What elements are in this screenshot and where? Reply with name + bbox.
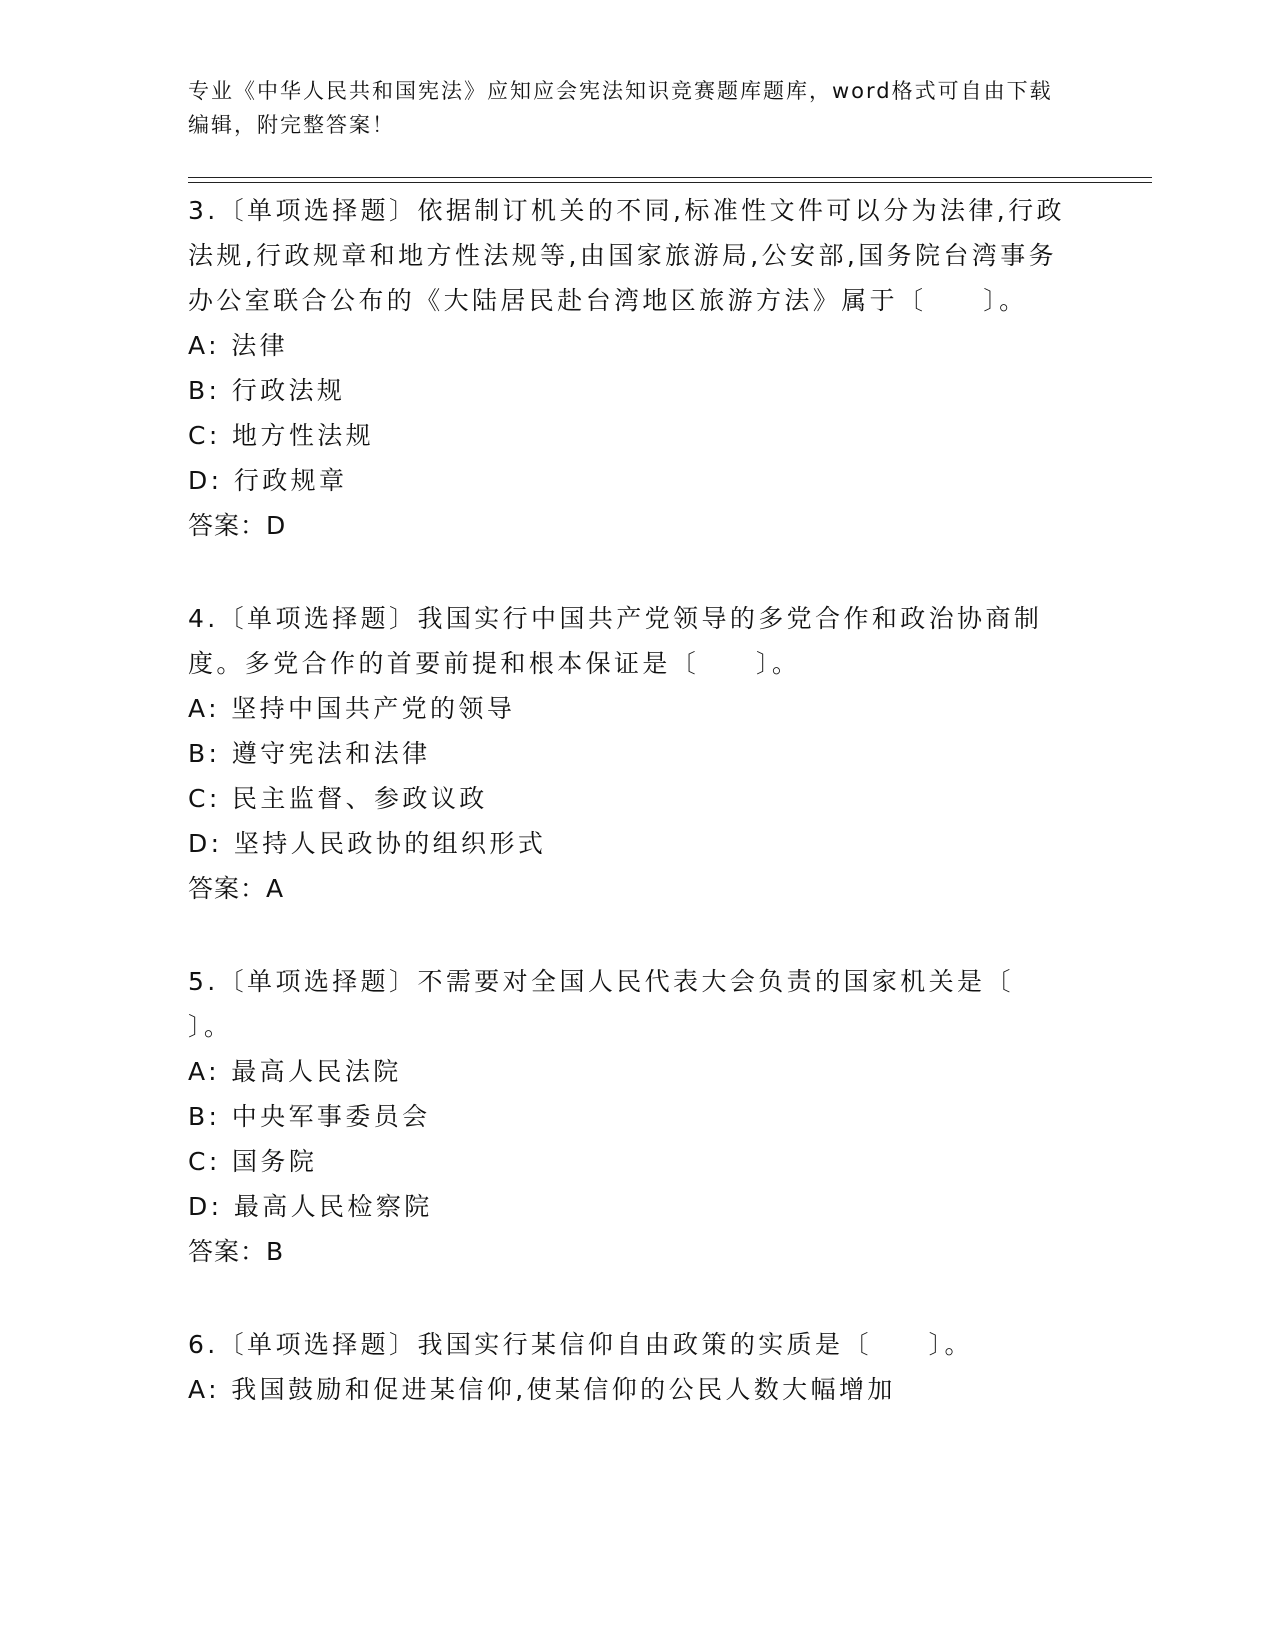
option-b: B: 遵守宪法和法律 — [188, 739, 431, 768]
option-c: C: 国务院 — [188, 1147, 318, 1176]
answer-label: 答案： — [188, 1237, 267, 1266]
question-text: 5.〔单项选择题〕不需要对全国人民代表大会负责的国家机关是〔 〕。 — [188, 967, 1071, 1041]
option-c: C: 民主监督、参政议政 — [188, 784, 488, 813]
answer-label: 答案： — [188, 874, 267, 903]
answer-value: D — [266, 511, 287, 540]
answer-label: 答案： — [188, 511, 267, 540]
answer-line — [188, 1229, 1068, 1274]
question-text: 6.〔单项选择题〕我国实行某信仰自由政策的实质是〔 〕。 — [188, 1330, 973, 1359]
option-a: A: 坚持中国共产党的领导 — [188, 694, 516, 723]
header-divider-top — [188, 177, 1152, 178]
answer-line — [188, 866, 1068, 911]
question-3 — [188, 188, 1068, 548]
question-5 — [188, 959, 1071, 1274]
answer-value: A — [266, 874, 285, 903]
option-a: A: 最高人民法院 — [188, 1057, 402, 1086]
option-a: A: 我国鼓励和促进某信仰,使某信仰的公民人数大幅增加 — [188, 1375, 896, 1404]
option-c: C: 地方性法规 — [188, 421, 375, 450]
question-6 — [188, 1322, 1068, 1412]
answer-value: B — [266, 1237, 285, 1266]
document-header: 专业《中华人民共和国宪法》应知应会宪法知识竞赛题库题库，word格式可自由下载编辑，附完整答案！ — [188, 79, 1053, 137]
question-text: 3.〔单项选择题〕依据制订机关的不同,标准性文件可以分为法律,行政法规,行政规章和地方性法规等,由国家旅游局,公安部,国务院台湾事务办公室联合公布的《大陆居民赴台湾地区旅游方法》属于〔 〕。 — [188, 196, 1065, 315]
option-d: D: 行政规章 — [188, 466, 348, 495]
option-d: D: 最高人民检察院 — [188, 1192, 433, 1221]
answer-line — [188, 503, 1068, 548]
option-b: B: 行政法规 — [188, 376, 346, 405]
question-text: 4.〔单项选择题〕我国实行中国共产党领导的多党合作和政治协商制度。多党合作的首要前提和根本保证是〔 〕。 — [188, 604, 1043, 678]
option-a: A: 法律 — [188, 331, 289, 360]
question-4 — [188, 596, 1068, 911]
option-d: D: 坚持人民政协的组织形式 — [188, 829, 547, 858]
option-b: B: 中央军事委员会 — [188, 1102, 431, 1131]
question-list — [188, 188, 1071, 1460]
header-divider-bottom — [188, 182, 1152, 183]
